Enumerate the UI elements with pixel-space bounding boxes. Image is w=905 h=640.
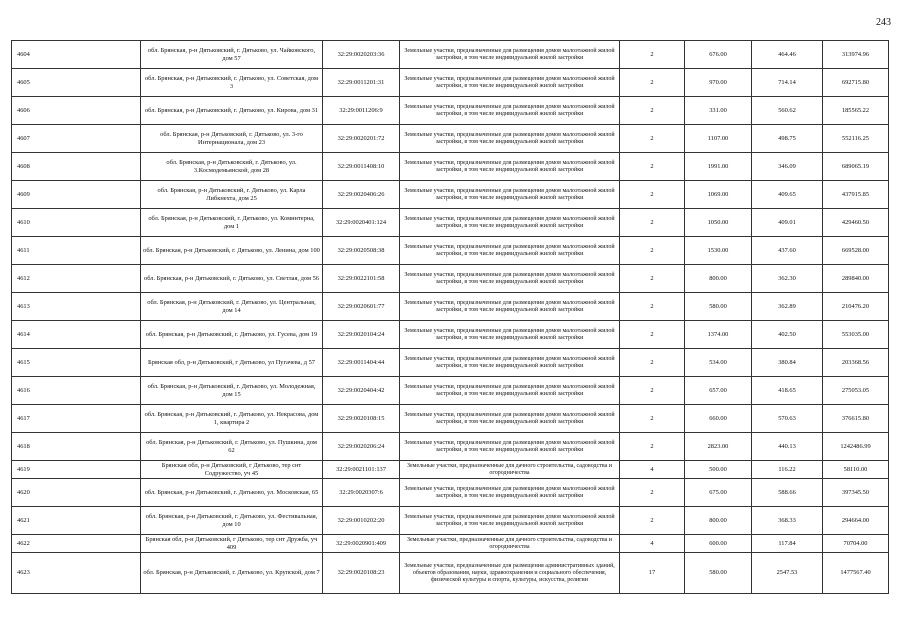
specific-value-cell: 418.65: [752, 377, 823, 405]
cadastral-value-cell: 553035.00: [823, 321, 889, 349]
cadastral-number-cell: 32:29:0020401:124: [323, 209, 400, 237]
area-cell: 657.00: [685, 377, 752, 405]
use-group-cell: 2: [620, 69, 685, 97]
specific-value-cell: 498.75: [752, 125, 823, 153]
land-use-cell: Земельные участки, предназначенные для размещения домов малоэтажной жилой застройки, в том числе индивидуальной жилой застройки: [400, 321, 620, 349]
table-row: [12, 293, 889, 321]
cadastral-number-cell: 32:29:0011201:31: [323, 69, 400, 97]
use-group-cell: 2: [620, 377, 685, 405]
record-number-cell: 4621: [12, 507, 141, 535]
land-use-cell: Земельные участки, предназначенные для размещения домов малоэтажной жилой застройки, в том числе индивидуальной жилой застройки: [400, 97, 620, 125]
cadastral-value-cell: 70704.00: [823, 535, 889, 553]
record-number-cell: 4620: [12, 479, 141, 507]
cadastral-value-cell: 437915.85: [823, 181, 889, 209]
table-row: [12, 433, 889, 461]
cadastral-value-cell: 692715.80: [823, 69, 889, 97]
specific-value-cell: 437.60: [752, 237, 823, 265]
cadastral-number-cell: 32:29:0020406:26: [323, 181, 400, 209]
area-cell: 500.00: [685, 461, 752, 479]
table-row: [12, 553, 889, 594]
use-group-cell: 2: [620, 181, 685, 209]
table-row: [12, 349, 889, 377]
use-group-cell: 2: [620, 293, 685, 321]
use-group-cell: 17: [620, 553, 685, 594]
address-cell: обл. Брянская, р-н Дятьковский, г. Дятьково, ул. Фестивальная, дом 10: [141, 507, 323, 535]
record-number-cell: 4607: [12, 125, 141, 153]
record-number-cell: 4614: [12, 321, 141, 349]
table-row: [12, 405, 889, 433]
land-use-cell: Земельные участки, предназначенные для размещения домов малоэтажной жилой застройки, в том числе индивидуальной жилой застройки: [400, 209, 620, 237]
address-cell: обл. Брянская, р-н Дятьковский, г. Дятьково, ул. Кирова, дом 31: [141, 97, 323, 125]
area-cell: 660.00: [685, 405, 752, 433]
area-cell: 331.00: [685, 97, 752, 125]
cadastral-number-cell: 32:29:0011408:10: [323, 153, 400, 181]
area-cell: 675.00: [685, 479, 752, 507]
address-cell: обл. Брянская, р-н Дятьковский, г. Дятьково, ул. 3.Космодемьянской, дом 28: [141, 153, 323, 181]
land-use-cell: Земельные участки, предназначенные для размещения домов малоэтажной жилой застройки, в том числе индивидуальной жилой застройки: [400, 41, 620, 69]
record-number-cell: 4618: [12, 433, 141, 461]
address-cell: обл. Брянская, р-н Дятьковский, г. Дятьково, ул. Карла Либкнехта, дом 25: [141, 181, 323, 209]
specific-value-cell: 362.89: [752, 293, 823, 321]
cadastral-number-cell: 32:29:0020307:6: [323, 479, 400, 507]
cadastral-value-cell: 689065.19: [823, 153, 889, 181]
cadastral-value-cell: 1242486.99: [823, 433, 889, 461]
land-plot-registry-table: [11, 40, 889, 594]
area-cell: 800.00: [685, 507, 752, 535]
specific-value-cell: 588.66: [752, 479, 823, 507]
land-use-cell: Земельные участки, предназначенные для размещения домов малоэтажной жилой застройки, в том числе индивидуальной жилой застройки: [400, 181, 620, 209]
record-number-cell: 4617: [12, 405, 141, 433]
area-cell: 1069.00: [685, 181, 752, 209]
use-group-cell: 2: [620, 237, 685, 265]
table-row: [12, 321, 889, 349]
address-cell: обл. Брянская, р-н Дятьковский, г. Дятьково, ул. Светлая, дом 56: [141, 265, 323, 293]
cadastral-value-cell: 275053.05: [823, 377, 889, 405]
land-use-cell: Земельные участки, предназначенные для размещения домов малоэтажной жилой застройки, в том числе индивидуальной жилой застройки: [400, 153, 620, 181]
area-cell: 800.00: [685, 265, 752, 293]
area-cell: 1991.00: [685, 153, 752, 181]
address-cell: Брянская обл, р-н Дятьковский, г Дятьково, тер снт Дружба, уч 409: [141, 535, 323, 553]
use-group-cell: 2: [620, 41, 685, 69]
cadastral-value-cell: 294664.00: [823, 507, 889, 535]
use-group-cell: 2: [620, 433, 685, 461]
specific-value-cell: 380.84: [752, 349, 823, 377]
specific-value-cell: 362.30: [752, 265, 823, 293]
cadastral-value-cell: 1477567.40: [823, 553, 889, 594]
area-cell: 534.00: [685, 349, 752, 377]
address-cell: обл. Брянская, р-н Дятьковский, г. Дятьково, ул. Пушкина, дом 62: [141, 433, 323, 461]
cadastral-number-cell: 32:29:0020901:409: [323, 535, 400, 553]
use-group-cell: 2: [620, 97, 685, 125]
address-cell: обл. Брянская, р-н Дятьковский, г. Дятьково, ул. Крупской, дом 7: [141, 553, 323, 594]
specific-value-cell: 346.09: [752, 153, 823, 181]
cadastral-value-cell: 185565.22: [823, 97, 889, 125]
record-number-cell: 4615: [12, 349, 141, 377]
registry-body: [12, 41, 889, 594]
cadastral-number-cell: 32:29:0020203:36: [323, 41, 400, 69]
land-use-cell: Земельные участки, предназначенные для размещения домов малоэтажной жилой застройки, в том числе индивидуальной жилой застройки: [400, 377, 620, 405]
use-group-cell: 4: [620, 535, 685, 553]
address-cell: обл. Брянская, р-н Дятьковский, г. Дятьково, ул. Гусева, дом 19: [141, 321, 323, 349]
cadastral-number-cell: 32:29:0020201:72: [323, 125, 400, 153]
use-group-cell: 2: [620, 405, 685, 433]
cadastral-value-cell: 210476.20: [823, 293, 889, 321]
area-cell: 580.00: [685, 293, 752, 321]
cadastral-value-cell: 58110.00: [823, 461, 889, 479]
specific-value-cell: 409.65: [752, 181, 823, 209]
specific-value-cell: 116.22: [752, 461, 823, 479]
cadastral-value-cell: 376615.80: [823, 405, 889, 433]
land-use-cell: Земельные участки, предназначенные для размещения домов малоэтажной жилой застройки, в том числе индивидуальной жилой застройки: [400, 265, 620, 293]
record-number-cell: 4612: [12, 265, 141, 293]
specific-value-cell: 570.63: [752, 405, 823, 433]
table-row: [12, 153, 889, 181]
cadastral-value-cell: 397345.50: [823, 479, 889, 507]
area-cell: 1530.00: [685, 237, 752, 265]
table-row: [12, 377, 889, 405]
cadastral-number-cell: 32:29:0020108:15: [323, 405, 400, 433]
land-use-cell: Земельные участки, предназначенные для размещения домов малоэтажной жилой застройки, в том числе индивидуальной жилой застройки: [400, 237, 620, 265]
land-use-cell: Земельные участки, предназначенные для размещения административных зданий, объектов образования, науки, здравоохранения и социального обеспечения, физической культуры и спорта, культуры, искусства, религии: [400, 553, 620, 594]
land-use-cell: Земельные участки, предназначенные для размещения домов малоэтажной жилой застройки, в том числе индивидуальной жилой застройки: [400, 349, 620, 377]
area-cell: 1050.00: [685, 209, 752, 237]
specific-value-cell: 402.50: [752, 321, 823, 349]
address-cell: обл. Брянская, р-н Дятьковский, г. Дятьково, ул. Центральная, дом 14: [141, 293, 323, 321]
land-use-cell: Земельные участки, предназначенные для размещения домов малоэтажной жилой застройки, в том числе индивидуальной жилой застройки: [400, 405, 620, 433]
address-cell: обл. Брянская, р-н Дятьковский, г. Дятьково, ул. 3-го Интернационала, дом 23: [141, 125, 323, 153]
cadastral-value-cell: 552116.25: [823, 125, 889, 153]
cadastral-number-cell: 32:29:0021101:137: [323, 461, 400, 479]
cadastral-number-cell: 32:29:0011206:9: [323, 97, 400, 125]
area-cell: 1107.00: [685, 125, 752, 153]
record-number-cell: 4605: [12, 69, 141, 97]
cadastral-number-cell: 32:29:0020108:23: [323, 553, 400, 594]
use-group-cell: 2: [620, 321, 685, 349]
land-use-cell: Земельные участки, предназначенные для размещения домов малоэтажной жилой застройки, в том числе индивидуальной жилой застройки: [400, 293, 620, 321]
land-use-cell: Земельные участки, предназначенные для размещения домов малоэтажной жилой застройки, в том числе индивидуальной жилой застройки: [400, 507, 620, 535]
table-row: [12, 69, 889, 97]
record-number-cell: 4604: [12, 41, 141, 69]
table-row: [12, 461, 889, 479]
area-cell: 2823.00: [685, 433, 752, 461]
record-number-cell: 4622: [12, 535, 141, 553]
specific-value-cell: 368.33: [752, 507, 823, 535]
table-row: [12, 97, 889, 125]
record-number-cell: 4608: [12, 153, 141, 181]
land-use-cell: Земельные участки, предназначенные для размещения домов малоэтажной жилой застройки, в том числе индивидуальной жилой застройки: [400, 479, 620, 507]
table-row: [12, 237, 889, 265]
area-cell: 1374.00: [685, 321, 752, 349]
cadastral-number-cell: 32:29:0020206:24: [323, 433, 400, 461]
land-use-cell: Земельные участки, предназначенные для дачного строительства, садоводства и огородничества: [400, 461, 620, 479]
table-row: [12, 125, 889, 153]
cadastral-number-cell: 32:29:0020508:38: [323, 237, 400, 265]
cadastral-value-cell: 313974.96: [823, 41, 889, 69]
cadastral-value-cell: 669528.00: [823, 237, 889, 265]
address-cell: обл. Брянская, р-н Дятьковский, г. Дятьково, ул. Московская, 65: [141, 479, 323, 507]
cadastral-number-cell: 32:29:0020404:42: [323, 377, 400, 405]
table-row: [12, 535, 889, 553]
address-cell: Брянская обл, р-н Дятьковский, г Дятьково, тер снт Содружество, уч 45: [141, 461, 323, 479]
land-use-cell: Земельные участки, предназначенные для размещения домов малоэтажной жилой застройки, в том числе индивидуальной жилой застройки: [400, 125, 620, 153]
cadastral-number-cell: 32:29:0010202:20: [323, 507, 400, 535]
record-number-cell: 4610: [12, 209, 141, 237]
use-group-cell: 2: [620, 479, 685, 507]
specific-value-cell: 2547.53: [752, 553, 823, 594]
record-number-cell: 4619: [12, 461, 141, 479]
cadastral-number-cell: 32:29:0020601:77: [323, 293, 400, 321]
use-group-cell: 2: [620, 265, 685, 293]
address-cell: обл. Брянская, р-н Дятьковский, г. Дятьково, ул. Коминтерна, дом 1: [141, 209, 323, 237]
address-cell: обл. Брянская, р-н Дятьковский, г. Дятьково, ул. Ленина, дом 100: [141, 237, 323, 265]
table-row: [12, 507, 889, 535]
specific-value-cell: 560.62: [752, 97, 823, 125]
record-number-cell: 4616: [12, 377, 141, 405]
specific-value-cell: 117.84: [752, 535, 823, 553]
cadastral-number-cell: 32:29:0011404:44: [323, 349, 400, 377]
area-cell: 600.00: [685, 535, 752, 553]
specific-value-cell: 440.13: [752, 433, 823, 461]
specific-value-cell: 409.01: [752, 209, 823, 237]
cadastral-value-cell: 429460.50: [823, 209, 889, 237]
area-cell: 970.00: [685, 69, 752, 97]
land-use-cell: Земельные участки, предназначенные для размещения домов малоэтажной жилой застройки, в том числе индивидуальной жилой застройки: [400, 69, 620, 97]
cadastral-value-cell: 203368.56: [823, 349, 889, 377]
address-cell: обл. Брянская, р-н Дятьковский, г. Дятьково, ул. Чайковского, дом 57: [141, 41, 323, 69]
use-group-cell: 4: [620, 461, 685, 479]
table-row: [12, 479, 889, 507]
use-group-cell: 2: [620, 349, 685, 377]
use-group-cell: 2: [620, 153, 685, 181]
record-number-cell: 4613: [12, 293, 141, 321]
address-cell: обл. Брянская, р-н Дятьковский, г. Дятьково, ул. Молодежная, дом 15: [141, 377, 323, 405]
cadastral-number-cell: 32:29:0020104:24: [323, 321, 400, 349]
land-use-cell: Земельные участки, предназначенные для размещения домов малоэтажной жилой застройки, в том числе индивидуальной жилой застройки: [400, 433, 620, 461]
record-number-cell: 4609: [12, 181, 141, 209]
table-row: [12, 181, 889, 209]
area-cell: 676.00: [685, 41, 752, 69]
area-cell: 580.00: [685, 553, 752, 594]
use-group-cell: 2: [620, 507, 685, 535]
table-row: [12, 41, 889, 69]
table-row: [12, 209, 889, 237]
cadastral-value-cell: 289840.00: [823, 265, 889, 293]
use-group-cell: 2: [620, 209, 685, 237]
specific-value-cell: 464.46: [752, 41, 823, 69]
address-cell: Брянская обл, р-н Дятьковский, г Дятьково, ул Пугачева, д 57: [141, 349, 323, 377]
record-number-cell: 4623: [12, 553, 141, 594]
address-cell: обл. Брянская, р-н Дятьковский, г. Дятьково, ул. Советская, дом 3: [141, 69, 323, 97]
specific-value-cell: 714.14: [752, 69, 823, 97]
address-cell: обл. Брянская, р-н Дятьковский, г. Дятьково, ул. Некрасова, дом 1, квартира 2: [141, 405, 323, 433]
record-number-cell: 4606: [12, 97, 141, 125]
use-group-cell: 2: [620, 125, 685, 153]
land-use-cell: Земельные участки, предназначенные для дачного строительства, садоводства и огородничества: [400, 535, 620, 553]
page-number: 243: [876, 17, 891, 28]
record-number-cell: 4611: [12, 237, 141, 265]
table-row: [12, 265, 889, 293]
cadastral-number-cell: 32:29:0022101:58: [323, 265, 400, 293]
